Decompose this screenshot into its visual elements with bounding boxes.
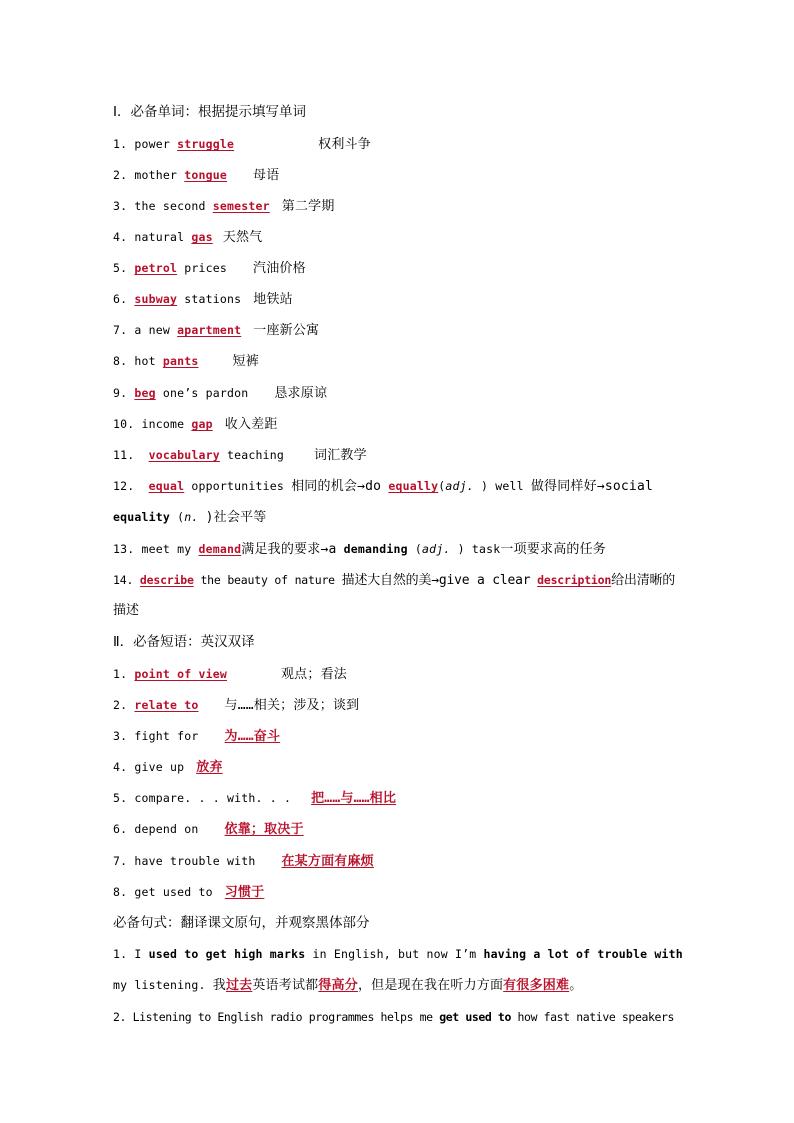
phrase-item-7: 7. have trouble with 在某方面有麻烦	[113, 854, 374, 869]
answer: 为……奋斗	[224, 729, 281, 744]
vocab-item-5: 5. petrol prices 汽油价格	[113, 261, 306, 276]
answer: subway	[134, 292, 178, 306]
section1-title: Ⅰ．必备单词：根据提示填写单词	[113, 104, 306, 120]
phrase-item-6: 6. depend on 依靠；取决于	[113, 822, 304, 837]
answer: 在某方面有麻烦	[281, 854, 374, 869]
answer: struggle	[177, 137, 235, 151]
vocab-item-1: 1. power struggle 权利斗争	[113, 137, 371, 152]
answer: semester	[212, 199, 270, 213]
answer: 放弃	[196, 760, 223, 775]
answer: 有很多困难	[503, 978, 570, 993]
answer: apartment	[177, 323, 242, 337]
answer: gas	[191, 230, 213, 244]
answer: point of view	[134, 667, 227, 681]
answer: describe	[139, 573, 194, 587]
vocab-item-13: 13. meet my demand满足我的要求→a demanding (adj. ) task一项要求高的任务	[113, 542, 606, 557]
phrase-item-5: 5. compare. . . with. . . 把……与……相比	[113, 791, 397, 806]
answer: pants	[162, 354, 199, 368]
answer: 习惯于	[224, 885, 265, 900]
sentence-1: 1. I used to get high marks in English, but now I’m having a lot of trouble with	[113, 947, 683, 961]
phrase-item-2: 2. relate to 与……相关；涉及；谈到	[113, 698, 360, 713]
answer: 依靠；取决于	[224, 822, 304, 837]
answer: petrol	[134, 261, 178, 275]
vocab-item-9: 9. beg one’s pardon 恳求原谅	[113, 386, 328, 401]
vocab-item-6: 6. subway stations 地铁站	[113, 292, 293, 307]
answer: equal	[148, 479, 185, 493]
answer: tongue	[184, 168, 227, 182]
phrase-item-4: 4. give up 放弃	[113, 760, 223, 775]
answer: 把……与……相比	[311, 791, 397, 806]
vocab-item-12: 12. equal opportunities 相同的机会→do equally(adj. ) well 做得同样好→social	[113, 479, 654, 494]
vocab-item-4: 4. natural gas 天然气	[113, 230, 263, 245]
vocab-item-2: 2. mother tongue 母语	[113, 168, 280, 183]
phrase-item-8: 8. get used to 习惯于	[113, 885, 265, 900]
sentence-1-cont: my listening. 我过去英语考试都得高分，但是现在我在听力方面有很多困难。	[113, 978, 583, 993]
answer: 得高分	[318, 978, 358, 993]
vocab-item-14-cont: 描述	[113, 603, 140, 618]
answer: equally	[388, 479, 439, 493]
vocab-item-7: 7. a new apartment 一座新公寓	[113, 323, 320, 338]
section3-title: 必备句式：翻译课文原句，并观察黑体部分	[113, 915, 370, 931]
answer: relate to	[134, 698, 199, 712]
answer: vocabulary	[148, 448, 220, 462]
section2-title: Ⅱ．必备短语：英汉双译	[113, 634, 255, 650]
vocab-item-10: 10. income gap 收入差距	[113, 417, 278, 432]
vocab-item-3: 3. the second semester 第二学期	[113, 199, 335, 214]
answer: description	[537, 573, 612, 587]
sentence-2: 2. Listening to English radio programmes helps me get used to how fast native speakers	[113, 1010, 675, 1024]
vocab-item-12-cont: equality (n. )社会平等	[113, 510, 267, 525]
phrase-item-1: 1. point of view 观点；看法	[113, 667, 347, 682]
phrase-item-3: 3. fight for 为……奋斗	[113, 729, 281, 744]
vocab-item-8: 8. hot pants 短裤	[113, 354, 259, 369]
answer: gap	[191, 417, 213, 431]
vocab-item-11: 11. vocabulary teaching 词汇教学	[113, 448, 367, 463]
answer: demand	[198, 542, 242, 556]
vocab-item-14: 14. describe the beauty of nature 描述大自然的美→give a clear description给出清晰的	[113, 573, 676, 588]
answer: 过去	[225, 978, 253, 993]
answer: beg	[134, 386, 156, 400]
